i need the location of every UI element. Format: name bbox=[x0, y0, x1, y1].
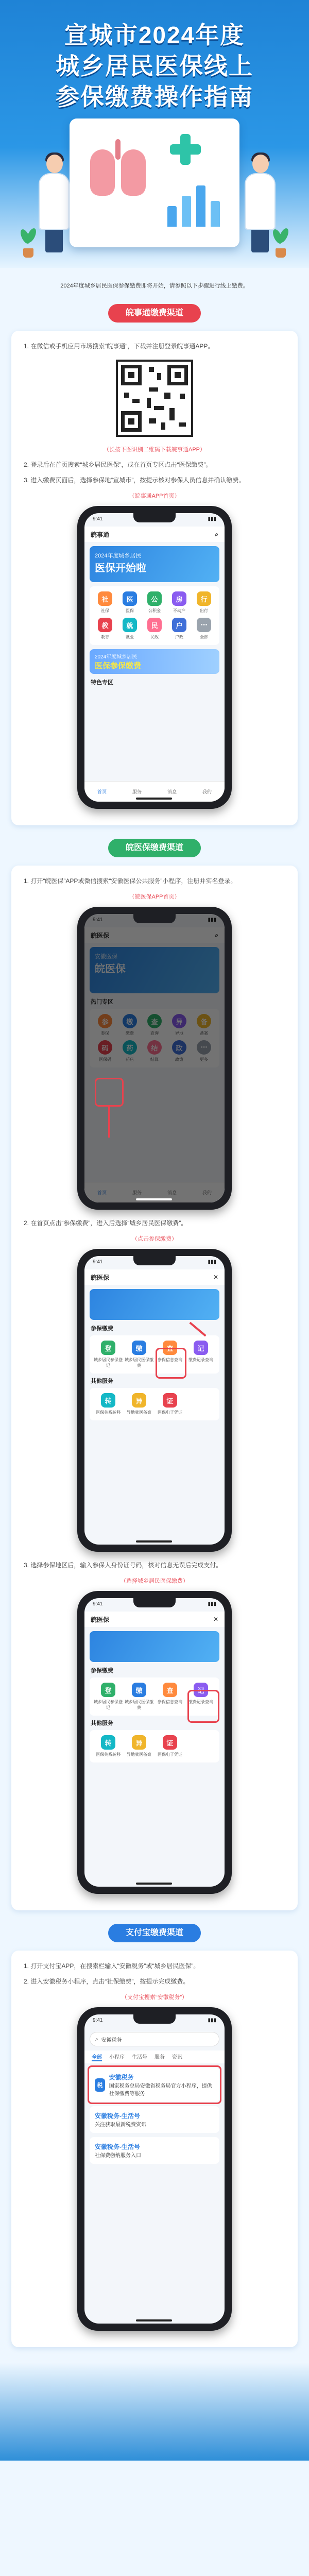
plant-icon bbox=[21, 227, 36, 258]
phone-mockup-1 bbox=[77, 506, 232, 809]
search-bar[interactable] bbox=[90, 2032, 219, 2046]
grid-item[interactable]: 教 教育 bbox=[93, 618, 117, 640]
bar-graph-icon bbox=[167, 180, 224, 227]
grid-item[interactable]: 证 医保电子凭证 bbox=[154, 1393, 185, 1415]
section-header-2: 皖医保缴费渠道 bbox=[108, 839, 201, 857]
tab-mine[interactable]: 我的 bbox=[202, 789, 212, 794]
banner-title: 医保开始啦 bbox=[95, 563, 146, 574]
app-title: 皖医保 bbox=[91, 1274, 110, 1281]
battery-icon: ▮▮▮ bbox=[208, 1259, 216, 1265]
grid-item[interactable]: 房 不动产 bbox=[167, 591, 192, 614]
status-time: 9:41 bbox=[93, 1601, 103, 1607]
medical-insurance-icon: 医 bbox=[123, 591, 137, 606]
section1-step2: 2. 登录后在首页搜索“城乡居民医保”，或在首页专区点击“医保缴费”。 bbox=[24, 461, 212, 468]
app-title: 皖医保 bbox=[91, 1616, 110, 1623]
grid-item[interactable]: 公 公积金 bbox=[142, 591, 167, 614]
section2-caption3: （选择城乡居民医保缴费） bbox=[121, 1578, 188, 1584]
highlight-box bbox=[187, 1690, 219, 1723]
grid-item[interactable]: 异 异地就医备案 bbox=[124, 1735, 154, 1757]
result-title: 安徽税务-生活号 bbox=[95, 2112, 140, 2120]
phone-mockup-4 bbox=[77, 1591, 232, 1894]
hero-title-line2: 城乡居民医保线上 bbox=[56, 53, 253, 79]
home-banner[interactable] bbox=[90, 546, 219, 582]
promo-banner[interactable] bbox=[90, 649, 219, 674]
transfer-icon: 转 bbox=[101, 1393, 115, 1408]
grid-item[interactable]: 缴 城乡居民医保缴费 bbox=[124, 1683, 154, 1710]
lungs-icon bbox=[90, 139, 147, 201]
service-grid bbox=[90, 586, 219, 645]
remote-icon: 异 bbox=[132, 1393, 146, 1408]
all-icon: ⋯ bbox=[197, 618, 211, 632]
battery-icon: ▮▮▮ bbox=[208, 516, 216, 522]
job-icon: 就 bbox=[123, 618, 137, 632]
app-bar bbox=[84, 1612, 225, 1627]
grid-item[interactable]: 登 城乡居民参保登记 bbox=[93, 1683, 124, 1710]
highlight-box bbox=[88, 2065, 221, 2104]
section-2 bbox=[11, 866, 298, 1910]
medical-cross-icon bbox=[170, 134, 201, 165]
highlight-box bbox=[95, 1078, 124, 1107]
section-title-pay: 参保缴费 bbox=[91, 1326, 113, 1332]
hero-title-line3: 参保缴费操作指南 bbox=[56, 83, 253, 110]
pay-icon: 缴 bbox=[132, 1683, 146, 1697]
tab-service[interactable]: 服务 bbox=[132, 789, 142, 794]
status-time: 9:41 bbox=[93, 1259, 103, 1265]
section-header-3: 支付宝缴费渠道 bbox=[108, 1924, 201, 1942]
intro-text: 2024年度城乡居民医保参保缴费即将开始，请参照以下步骤进行线上缴费。 bbox=[60, 283, 249, 289]
section2-caption2: （点击参保缴费） bbox=[132, 1236, 177, 1242]
pay-grid bbox=[90, 1335, 219, 1374]
search-tabs bbox=[84, 2050, 225, 2063]
app-bar bbox=[84, 1269, 225, 1285]
battery-icon: ▮▮▮ bbox=[208, 2018, 216, 2023]
tab-news[interactable]: 资讯 bbox=[172, 2055, 182, 2060]
search-result[interactable] bbox=[90, 2137, 219, 2164]
doctor-illustration-left bbox=[36, 155, 72, 252]
banner-subtitle: 2024年度城乡居民 bbox=[95, 553, 142, 559]
search-icon[interactable]: ⌕ bbox=[215, 530, 218, 538]
other-grid bbox=[90, 1730, 219, 1762]
household-icon: 户 bbox=[172, 618, 186, 632]
section1-caption1: （长按下图识别二维码下载皖事通APP） bbox=[103, 447, 205, 453]
register-icon: 登 bbox=[101, 1341, 115, 1355]
section-header-1: 皖事通缴费渠道 bbox=[108, 304, 201, 323]
section2-step1: 1. 打开“皖医保”APP或微信搜索“安徽医保公共服务”小程序，注册并实名登录。 bbox=[24, 877, 237, 885]
phone-mockup-5 bbox=[77, 2007, 232, 2331]
grid-item[interactable]: ⋯ 全部 bbox=[192, 618, 216, 640]
section2-step2: 2. 在首页点击“参保缴费”，进入后选择“城乡居民医保缴费”。 bbox=[24, 1219, 187, 1227]
section-title-other: 其他服务 bbox=[91, 1720, 113, 1726]
section-title-pay: 参保缴费 bbox=[91, 1668, 113, 1674]
highlight-box bbox=[156, 1348, 186, 1379]
grid-item[interactable]: 缴 城乡居民医保缴费 bbox=[124, 1341, 154, 1368]
grid-item[interactable]: 记 缴费记录查询 bbox=[185, 1341, 216, 1368]
grid-item[interactable]: 登 城乡居民参保登记 bbox=[93, 1341, 124, 1368]
promo-subtitle: 2024年度城乡居民 bbox=[95, 654, 138, 660]
card-title: 特色专区 bbox=[91, 680, 113, 686]
grid-item[interactable]: 异 异地就医备案 bbox=[124, 1393, 154, 1415]
section1-caption2: （皖事通APP首页） bbox=[129, 493, 180, 499]
section3-caption1: （支付宝搜索“安徽税务”） bbox=[121, 1994, 188, 2001]
grid-item[interactable]: 查 参保信息查询 bbox=[154, 1683, 185, 1710]
header-banner bbox=[90, 1289, 219, 1320]
status-time: 9:41 bbox=[93, 516, 103, 522]
medical-board-illustration bbox=[70, 118, 239, 247]
search-result[interactable] bbox=[90, 2106, 219, 2133]
tax-app-icon: 税 bbox=[95, 2078, 105, 2092]
tab-home[interactable]: 首页 bbox=[97, 789, 107, 794]
transfer-icon: 转 bbox=[101, 1735, 115, 1750]
app-bar bbox=[84, 527, 225, 542]
hero-title-line1: 宣城市2024年度 bbox=[64, 22, 245, 48]
hero-title bbox=[0, 20, 309, 112]
tab-life[interactable]: 生活号 bbox=[132, 2055, 147, 2060]
section2-step3: 3. 选择参保地区后，输入参保人身份证号码，核对信息无误后完成支付。 bbox=[24, 1562, 222, 1569]
tab-all[interactable]: 全部 bbox=[92, 2053, 102, 2061]
search-result[interactable] bbox=[90, 2067, 219, 2102]
app-title: 皖事通 bbox=[91, 531, 110, 538]
remote-icon: 异 bbox=[132, 1735, 146, 1750]
section3-step1: 1. 打开支付宝APP，在搜索栏输入“安徽税务”或“城乡居民医保”。 bbox=[24, 1962, 200, 1970]
tab-service[interactable]: 服务 bbox=[154, 2055, 165, 2060]
info-icon: 查 bbox=[163, 1341, 177, 1355]
search-icon: ⌕ bbox=[95, 2036, 98, 2042]
result-desc: 关注获取最新税费资讯 bbox=[95, 2122, 146, 2128]
grid-item[interactable]: 民 民政 bbox=[142, 618, 167, 640]
pay-icon: 缴 bbox=[132, 1341, 146, 1355]
search-input[interactable]: 安徽税务 bbox=[101, 2037, 122, 2043]
section1-step1: 1. 在微信或手机应用市场搜索“皖事通”，下载并注册登录皖事通APP。 bbox=[24, 343, 214, 350]
tab-message[interactable]: 消息 bbox=[167, 789, 177, 794]
house-icon: 房 bbox=[172, 591, 186, 606]
qr-code[interactable] bbox=[116, 360, 193, 437]
grid-item[interactable]: 转 医保关系转移 bbox=[93, 1735, 124, 1757]
grid-item[interactable]: 社 社保 bbox=[93, 591, 117, 614]
grid-item[interactable]: 证 医保电子凭证 bbox=[154, 1735, 185, 1757]
voucher-icon: 证 bbox=[163, 1393, 177, 1408]
section-3 bbox=[11, 1951, 298, 2347]
civil-icon: 民 bbox=[147, 618, 162, 632]
result-desc: 国家税务总局安徽省税务局官方小程序，提供社保缴费等服务 bbox=[109, 2083, 212, 2097]
grid-item[interactable]: 转 医保关系转移 bbox=[93, 1393, 124, 1415]
grid-item[interactable]: 查 参保信息查询 bbox=[154, 1341, 185, 1368]
tab-miniapp[interactable]: 小程序 bbox=[109, 2055, 125, 2060]
close-icon[interactable]: ✕ bbox=[213, 1274, 218, 1281]
plant-icon bbox=[273, 227, 288, 258]
result-title: 安徽税务 bbox=[109, 2074, 134, 2081]
voucher-icon: 证 bbox=[163, 1735, 177, 1750]
phone-mockup-2 bbox=[77, 907, 232, 1210]
close-icon[interactable]: ✕ bbox=[213, 1616, 218, 1623]
section1-step3: 3. 进入缴费页面后，选择参保地“宣城市”，按提示核对参保人员信息并确认缴费。 bbox=[24, 477, 245, 484]
result-desc: 社保费缴纳服务入口 bbox=[95, 2153, 141, 2159]
travel-icon: 行 bbox=[197, 591, 211, 606]
hero-banner bbox=[0, 0, 309, 268]
header-banner bbox=[90, 1631, 219, 1662]
section2-caption1: （皖医保APP首页） bbox=[129, 894, 180, 900]
fund-icon: 公 bbox=[147, 591, 162, 606]
register-icon: 登 bbox=[101, 1683, 115, 1697]
footer-gradient bbox=[0, 2363, 309, 2461]
social-insurance-icon: 社 bbox=[98, 591, 112, 606]
grid-item[interactable]: 就 就业 bbox=[117, 618, 142, 640]
arrow-indicator bbox=[108, 1107, 110, 1138]
grid-item[interactable]: 记 缴费记录查询 bbox=[185, 1683, 216, 1710]
education-icon: 教 bbox=[98, 618, 112, 632]
grid-item[interactable]: 医 医保 bbox=[117, 591, 142, 614]
history-icon: 记 bbox=[194, 1683, 208, 1697]
result-title: 安徽税务-生活号 bbox=[95, 2143, 140, 2150]
battery-icon: ▮▮▮ bbox=[208, 1601, 216, 1607]
other-grid bbox=[90, 1388, 219, 1420]
section3-step2: 2. 进入安徽税务小程序，点击“社保缴费”，按提示完成缴费。 bbox=[24, 1978, 190, 1985]
grid-item[interactable]: 户 户政 bbox=[167, 618, 192, 640]
history-icon: 记 bbox=[194, 1341, 208, 1355]
status-time: 9:41 bbox=[93, 2018, 103, 2023]
section-title-other: 其他服务 bbox=[91, 1378, 113, 1384]
info-icon: 查 bbox=[163, 1683, 177, 1697]
section-1 bbox=[11, 331, 298, 825]
promo-title: 医保参保缴费 bbox=[95, 662, 142, 670]
phone-mockup-3 bbox=[77, 1249, 232, 1552]
grid-item[interactable]: 行 出行 bbox=[192, 591, 216, 614]
